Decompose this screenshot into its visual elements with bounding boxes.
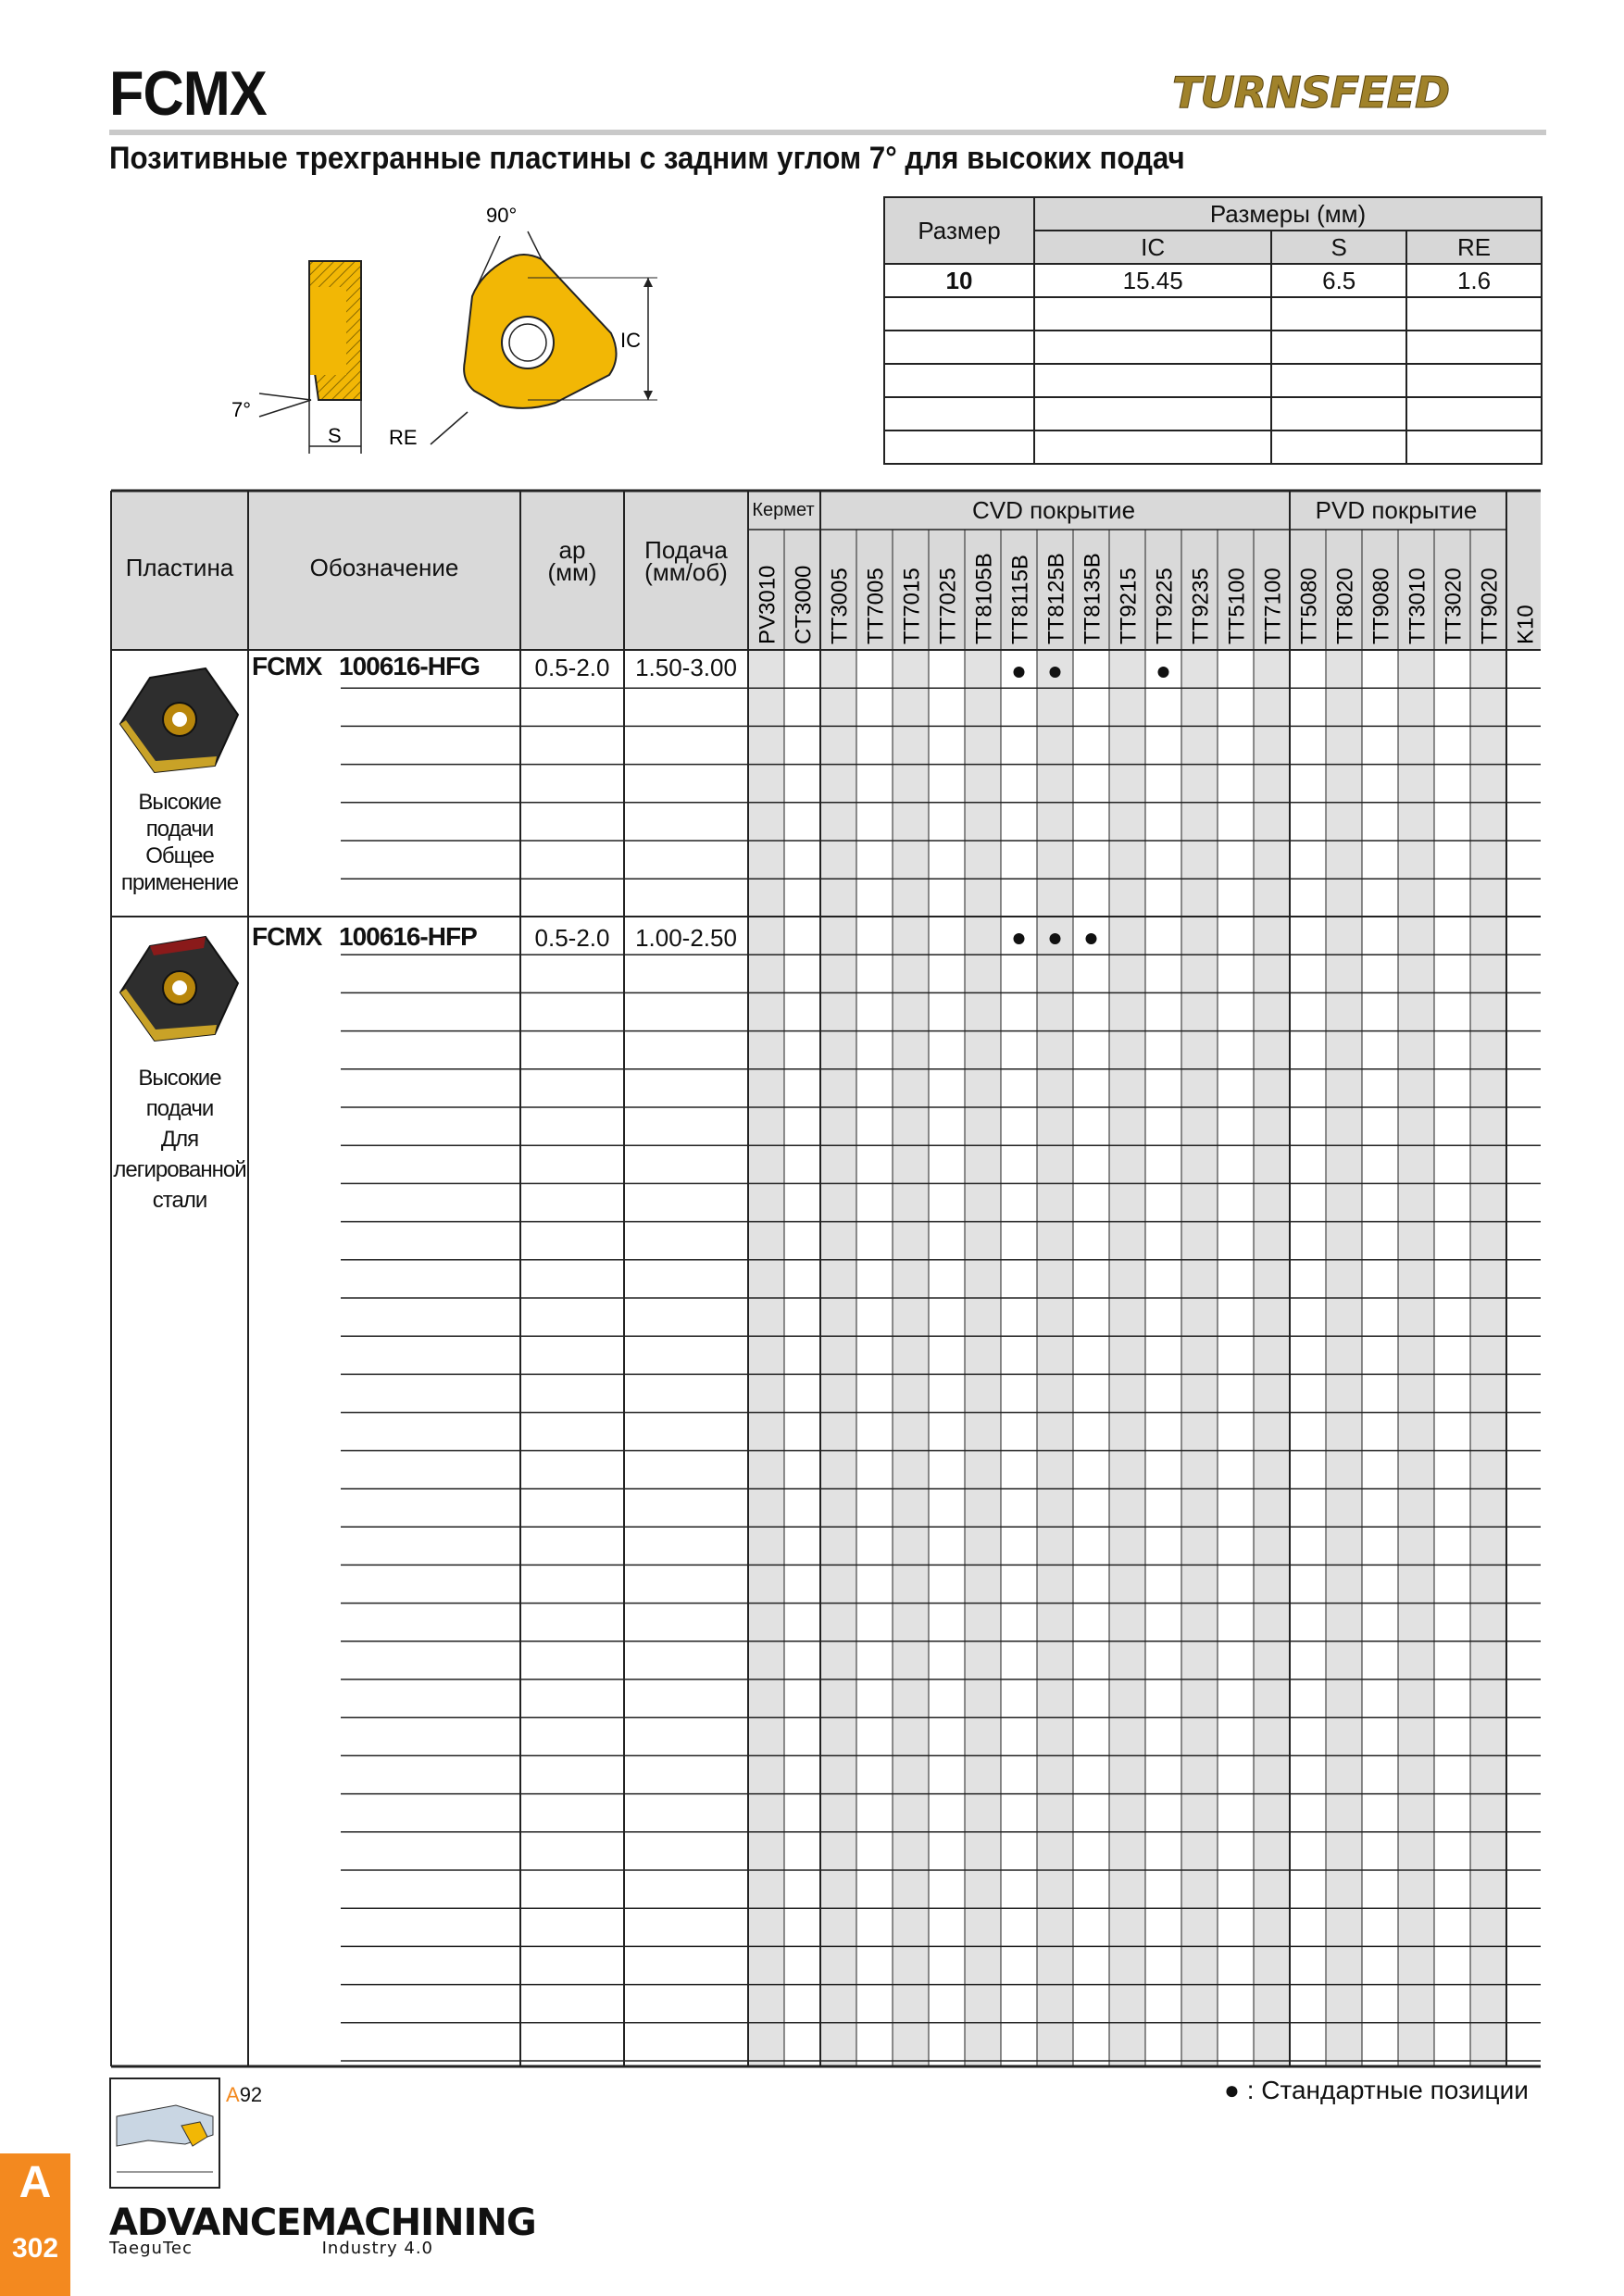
angle-top-label: 90° (486, 204, 518, 227)
cvd-group-header: CVD покрытие (971, 496, 1136, 524)
insert-photo-hfp (113, 928, 243, 1053)
insert-caption-hfg: Высокие подачи Общее применение (120, 790, 239, 895)
grade-column-shade (1326, 650, 1362, 2066)
grade-column-shade (1037, 650, 1073, 2066)
reference-link[interactable] (226, 2083, 262, 2107)
page-number: 302 (11, 2233, 59, 2264)
angle-side-label: 7° (231, 398, 252, 421)
page-subtitle: Позитивные трехгранные пластины с задним углом 7° для высоких подач (109, 141, 1185, 176)
feed-hfg: 1.50-3.00 (635, 654, 737, 681)
grade-column-shade (1254, 650, 1290, 2066)
designation-prefix-hfp: FCMX (252, 922, 322, 951)
grade-label: TT9080 (1368, 568, 1394, 644)
availability-dot (1050, 933, 1061, 944)
ref-letter: A (226, 2083, 240, 2106)
logo-sub-left: TaeguTec (109, 2239, 193, 2258)
grade-label: TT5080 (1296, 568, 1322, 644)
insert-photo-hfg (113, 659, 243, 784)
ap-hfg: 0.5-2.0 (534, 654, 610, 681)
feed-col-header: Подача (мм/об) (644, 536, 728, 586)
ref-page: 92 (239, 2083, 263, 2106)
ic-label: IC (620, 329, 641, 352)
feed-hfp: 1.00-2.50 (635, 924, 737, 952)
footer-logo (109, 2202, 536, 2258)
insert-caption-hfp: Высокие подачи Для легированной стали (113, 1066, 246, 1213)
grade-label: TT8135B (1080, 553, 1106, 644)
grade-label: TT7025 (935, 568, 961, 644)
grade-column-shade (1470, 650, 1506, 2066)
grade-label: TT9215 (1116, 568, 1142, 644)
re-label: RE (389, 426, 418, 449)
page-title: FCMX (109, 58, 267, 129)
s-value: 6.5 (1271, 264, 1406, 297)
grade-label: TT3020 (1441, 568, 1467, 644)
pvd-group-header: PVD покрытие (1315, 496, 1478, 524)
ap-hfp: 0.5-2.0 (534, 924, 610, 952)
grade-label: K10 (1513, 605, 1539, 644)
grade-label: TT5100 (1224, 568, 1250, 644)
size-value: 10 (884, 264, 1034, 297)
grade-column-shade (893, 650, 929, 2066)
availability-dot (1158, 667, 1169, 678)
designation-hfp: 100616-HFP (339, 922, 477, 951)
grade-column-shade (1181, 650, 1218, 2066)
grade-column-shade (965, 650, 1001, 2066)
legend: ● : Стандартные позиции (1224, 2076, 1529, 2104)
grade-label: TT7100 (1260, 568, 1286, 644)
grade-label: PV3010 (755, 565, 781, 644)
grade-label: TT8020 (1332, 568, 1358, 644)
grade-label: TT7015 (899, 568, 925, 644)
re-value: 1.6 (1406, 264, 1542, 297)
re-col-header: RE (1406, 231, 1542, 264)
grade-label: TT8105B (971, 553, 997, 644)
cermet-group-header: Кермет (752, 500, 815, 520)
grade-label: TT7005 (863, 568, 889, 644)
s-label: S (328, 424, 342, 447)
availability-dot (1086, 933, 1097, 944)
designation-prefix-hfg: FCMX (252, 652, 322, 680)
availability-dot (1014, 933, 1025, 944)
logo-sub-right: Industry 4.0 (321, 2239, 433, 2258)
logo-main: ADVANCEMACHINING (109, 2202, 536, 2244)
ic-col-header: IC (1034, 231, 1271, 264)
insert-col-header: Пластина (125, 554, 234, 581)
dims-col-header: Размеры (мм) (1034, 197, 1542, 231)
reference-thumbnail[interactable] (109, 2078, 220, 2189)
grade-column-shade (820, 650, 856, 2066)
grade-label: TT9225 (1152, 568, 1178, 644)
grade-label: TT9020 (1477, 568, 1503, 644)
availability-dot (1050, 667, 1061, 678)
svg-text:TURNSFEED: TURNSFEED (1172, 68, 1450, 118)
ic-value: 15.45 (1034, 264, 1271, 297)
grade-label: TT8125B (1043, 553, 1069, 644)
availability-dot (1014, 667, 1025, 678)
grade-column-shade (748, 650, 784, 2066)
grade-label: TT3010 (1405, 568, 1430, 644)
designation-hfg: 100616-HFG (339, 652, 480, 680)
grade-label: TT3005 (827, 568, 853, 644)
section-letter: A (19, 2158, 52, 2207)
grade-label: TT9235 (1188, 568, 1214, 644)
grade-column-shade (1398, 650, 1434, 2066)
ap-col-header: ap (мм) (547, 536, 597, 586)
s-col-header: S (1271, 231, 1406, 264)
grade-label: CT3000 (791, 565, 817, 644)
grade-label: TT8115B (1007, 555, 1033, 644)
designation-col-header: Обозначение (309, 554, 459, 581)
grade-column-shade (1109, 650, 1145, 2066)
size-col-header: Размер (884, 197, 1034, 264)
